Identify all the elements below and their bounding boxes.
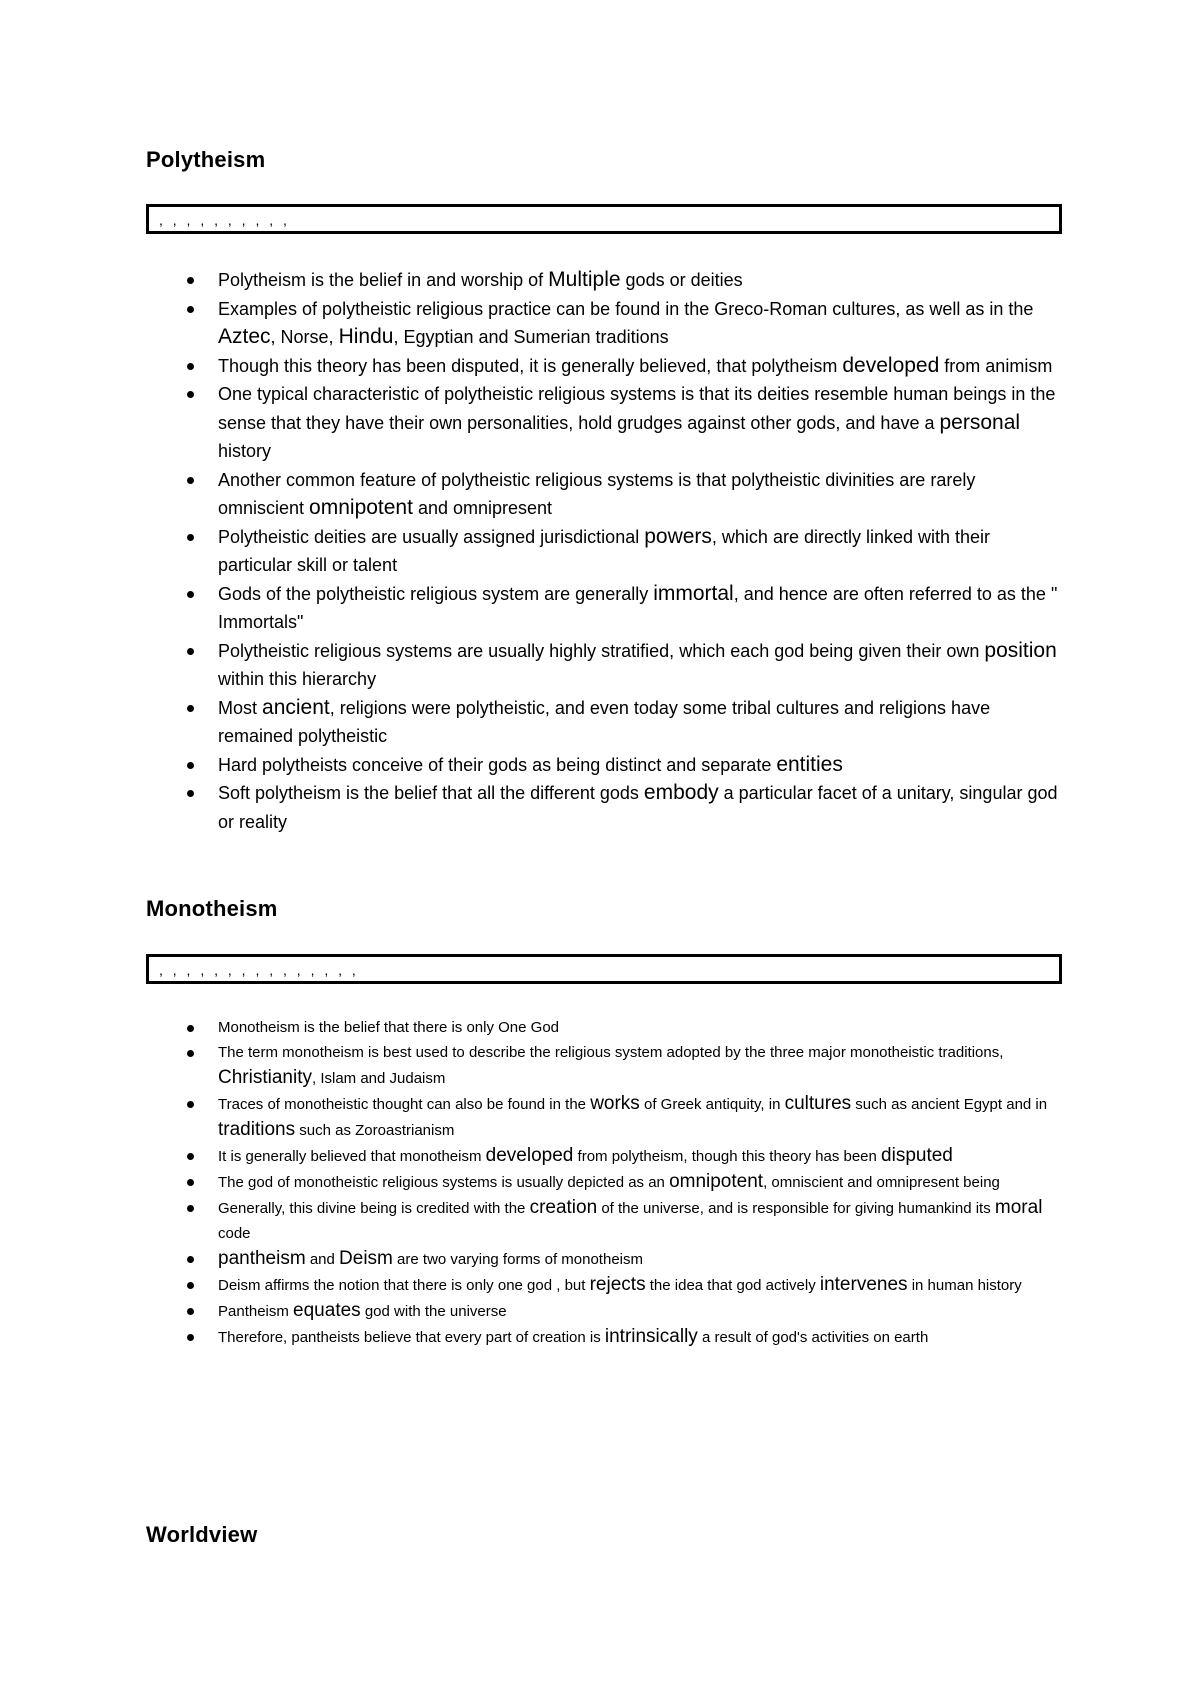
list-item (146, 1143, 1066, 1169)
monotheism-list (146, 1015, 1066, 1350)
text-run: Therefore, pantheists believe that every part of creation is (218, 1329, 605, 1346)
emphasized-word: developed (842, 353, 940, 377)
emphasized-word: disputed (881, 1145, 953, 1166)
text-run: god with the universe (360, 1303, 507, 1320)
text-run: are two varying forms of monotheism (392, 1251, 643, 1268)
worldview-heading: Worldview (146, 1522, 258, 1547)
text-run: Though this theory has been disputed, it is generally believed, that polytheism (218, 355, 843, 376)
list-item (146, 580, 1066, 637)
emphasized-word: position (984, 638, 1057, 662)
text-run: The term monotheism is best used to describe the religious system adopted by the three major monotheistic traditions, (218, 1044, 1004, 1061)
text-run: Hard polytheists conceive of their gods as being distinct and separate (218, 754, 777, 775)
emphasized-word: Multiple (548, 268, 621, 291)
list-item (146, 1272, 1066, 1298)
text-run: Gods of the polytheistic religious system are generally (218, 583, 654, 604)
list-item (146, 1015, 1066, 1040)
emphasized-word: embody (643, 781, 719, 804)
list-item (146, 694, 1066, 751)
text-run: Generally, this divine being is credited with the (218, 1200, 530, 1217)
emphasized-word: creation (529, 1197, 598, 1218)
emphasized-word: cultures (784, 1093, 852, 1114)
text-run: , Norse, (270, 327, 339, 347)
list-item (146, 637, 1066, 694)
text-run: Polytheism is the belief in and worship of (218, 270, 549, 290)
emphasized-word: Deism (339, 1248, 393, 1269)
list-item (146, 779, 1066, 836)
text-run: of the universe, and is responsible for giving humankind its (597, 1200, 995, 1217)
text-run: gods or deities (620, 270, 743, 290)
text-run: Deism affirms the notion that there is only one god , but (218, 1277, 590, 1294)
text-run: Polytheistic religious systems are usually highly stratified, which each god being given their own (218, 640, 985, 661)
list-item (146, 380, 1066, 466)
text-run: Monotheism is the belief that there is only One God (218, 1019, 560, 1036)
emphasized-word: immortal (653, 581, 734, 605)
emphasized-word: moral (994, 1197, 1043, 1218)
list-item (146, 1040, 1066, 1091)
text-run: Soft polytheism is the belief that all the different gods (218, 783, 644, 803)
emphasized-word: omnipotent (669, 1171, 764, 1192)
text-run: such as ancient Egypt and in (851, 1096, 1048, 1113)
monotheism-heading: Monotheism (146, 896, 278, 921)
text-run: from animism (939, 355, 1053, 376)
emphasized-word: Aztec (218, 325, 271, 348)
list-item (146, 352, 1066, 381)
polytheism-heading: Polytheism (146, 147, 266, 172)
list-item (146, 1195, 1066, 1246)
text-run: , Egyptian and Sumerian traditions (393, 327, 669, 347)
polytheism-list (146, 266, 1066, 836)
text-run: Polytheistic deities are usually assigned jurisdictional (218, 526, 645, 547)
emphasized-word: pantheism (218, 1248, 306, 1269)
text-run: , and hence are often referred to as the " Immortals" (218, 583, 1058, 632)
list-item (146, 1324, 1066, 1350)
text-run: from polytheism, though this theory has been (573, 1148, 882, 1165)
list-item (146, 466, 1066, 523)
list-item (146, 1169, 1066, 1195)
text-run: history (218, 441, 272, 461)
emphasized-word: rejects (589, 1274, 646, 1295)
text-run: Most (218, 697, 263, 718)
text-run: It is generally believed that monotheism (218, 1148, 486, 1165)
emphasized-word: personal (939, 410, 1021, 434)
text-run: the idea that god actively (645, 1277, 820, 1294)
emphasized-word: intervenes (819, 1274, 908, 1295)
text-run: such as Zoroastrianism (295, 1122, 455, 1139)
emphasized-word: works (590, 1093, 640, 1114)
text-run: , which are directly linked with their particular skill or talent (218, 526, 991, 575)
text-run: a result of god's activities on earth (697, 1329, 929, 1346)
text-run: Examples of polytheistic religious practice can be found in the Greco-Roman cultures, as well as in the (218, 298, 1034, 319)
text-run: Another common feature of polytheistic religious systems is that polytheistic divinities are rarely omniscient (218, 469, 976, 518)
emphasized-word: Christianity (218, 1067, 312, 1088)
text-run: within this hierarchy (218, 669, 377, 689)
text-run: The god of monotheistic religious systems is usually depicted as an (218, 1174, 670, 1191)
polytheism-text-box[interactable]: , , , , , , , , , , (146, 204, 1062, 234)
text-run: and (305, 1251, 340, 1268)
text-run: Pantheism (218, 1303, 294, 1320)
text-run: in human history (907, 1277, 1022, 1294)
emphasized-word: equates (293, 1300, 361, 1321)
text-run: Traces of monotheistic thought can also be found in the (218, 1096, 591, 1113)
list-item (146, 1091, 1066, 1143)
emphasized-word: developed (485, 1145, 574, 1166)
emphasized-word: omnipotent (309, 496, 413, 519)
list-item (146, 1298, 1066, 1324)
emphasized-word: entities (776, 752, 843, 776)
emphasized-word: traditions (218, 1119, 296, 1140)
emphasized-word: powers (644, 524, 712, 548)
emphasized-word: intrinsically (604, 1326, 698, 1347)
text-run: One typical characteristic of polytheistic religious systems is that its deities resemble human beings in the sense that they have their own personalities, hold grudges against other gods, and have a (218, 384, 1056, 433)
text-run: , omniscient and omnipresent being (763, 1174, 1000, 1191)
list-item (146, 523, 1066, 580)
list-item (146, 1246, 1066, 1272)
text-run: and omnipresent (412, 498, 553, 518)
text-run: of Greek antiquity, in (639, 1096, 785, 1113)
text-run: , religions were polytheistic, and even today some tribal cultures and religions have remained polytheistic (218, 697, 991, 746)
list-item (146, 295, 1066, 352)
text-run: a particular facet of a unitary, singular god or reality (218, 783, 1058, 832)
text-run: code (218, 1225, 251, 1242)
list-item (146, 751, 1066, 780)
text-run: , Islam and Judaism (311, 1070, 446, 1087)
emphasized-word: Hindu (338, 325, 394, 348)
monotheism-text-box[interactable]: , , , , , , , , , , , , , , , (146, 954, 1062, 984)
list-item (146, 266, 1066, 295)
emphasized-word: ancient (262, 695, 330, 719)
